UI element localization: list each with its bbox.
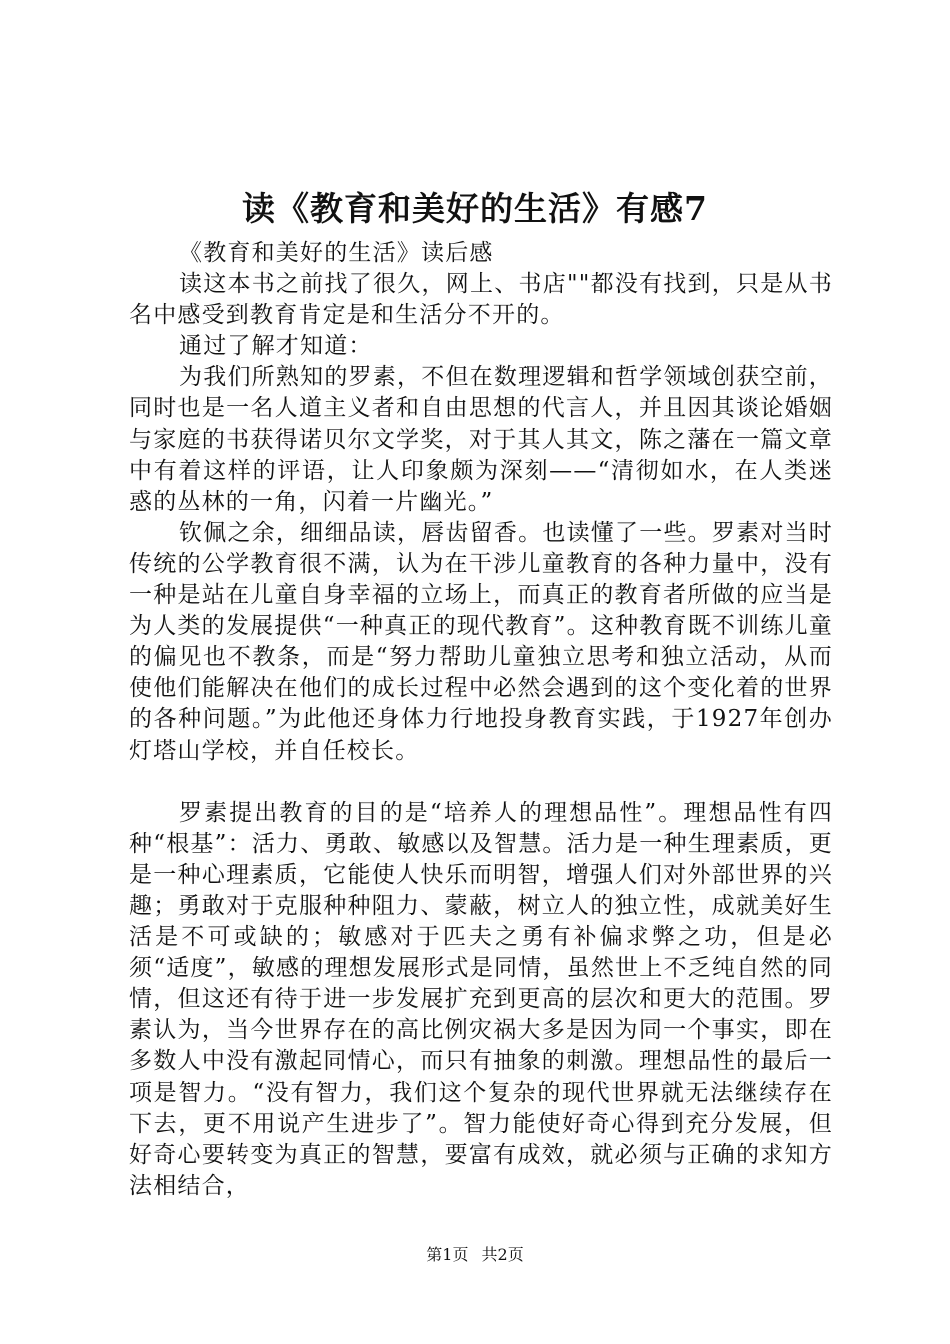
paragraph: 《教育和美好的生活》读后感 [179,240,494,266]
paragraph: 罗素提出教育的目的是“培养人的理想品性”。理想品性有四种“根基”：活力、勇敢、敏感以及智慧。活力是一种生理素质，更是一种心理素质，它能使人快乐而明智，增强人们对外部世界的兴趣；勇敢对于克服种种阻力、蒙蔽，树立人的独立性，成就美好生活是不可或缺的；敏感对于匹夫之勇有补偏求弊之功，但是必须“适度”，敏感的理想发展形式是同情，虽然世上不乏纯自然的同情，但这还有待于进一步发展扩充到更高的层次和更大的范围。罗素认为，当今世界存在的高比例灾祸大多是因为同一个事实，即在多数人中没有激起同情心，而只有抽象的刺激。理想品性的最后一项是智力。“没有智力，我们这个复杂的现代世界就无法继续存在下去，更不用说产生进步了”。智力能使好奇心得到充分发展，但好奇心要转变为真正的智慧，要富有成效，就必须与正确的求知方法相结合， [129,799,833,1199]
page-total: 共2页 [481,1245,524,1264]
paragraph: 钦佩之余，细细品读，唇齿留香。也读懂了一些。罗素对当时传统的公学教育很不满，认为在干涉儿童教育的各种力量中，没有一种是站在儿童自身幸福的立场上，而真正的教育者所做的应当是为人类的发展提供“一种真正的现代教育”。这种教育既不训练儿童的偏见也不教条，而是“努力帮助儿童独立思考和独立活动，从而使他们能解决在他们的成长过程中必然会遇到的这个变化着的世界的各种问题。”为此他还身体力行地投身教育实践，于1927年创办灯塔山学校，并自任校长。 [129,519,833,764]
page-number: 第1页 [426,1245,469,1264]
paragraph: 通过了解才知道： [179,333,373,360]
document-title: 读《教育和美好的生活》有感7 [242,189,708,228]
paragraph-spacer [129,767,833,798]
page-footer [0,1244,950,1266]
paragraph: 读这本书之前找了很久，网上、书店""都没有找到，只是从书名中感受到教育肯定是和生活分不开的。 [129,271,833,329]
document-body [129,238,833,1202]
paragraph: 为我们所熟知的罗素，不但在数理逻辑和哲学领域创获空前，同时也是一名人道主义者和自由思想的代言人，并且因其谈论婚姻与家庭的书获得诺贝尔文学奖，对于其人其文，陈之藩在一篇文章中有着这样的评语，让人印象颇为深刻——“清彻如水，在人类迷惑的丛林的一角，闪着一片幽光。” [129,364,833,515]
